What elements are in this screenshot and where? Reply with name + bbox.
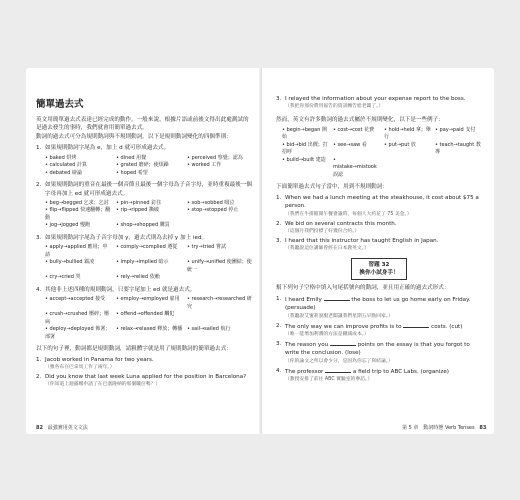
example-verb: • bully→bullied 霸凌 xyxy=(45,259,95,266)
example-verb: • sail→sailed 航行 xyxy=(187,326,231,333)
example-number: 1. xyxy=(36,356,42,363)
quiz-number: 3. xyxy=(276,340,282,347)
irregular-verb: • cost→cost 花費 xyxy=(333,126,375,133)
example-text: I relayed the information about your expense report to the boss. xyxy=(285,96,466,102)
quiz-translation: （我聽說艾蜜莉說服老闆讓我們星期五早點回家。） xyxy=(285,313,393,319)
example-verb xyxy=(187,311,254,326)
right-footer-chapter: 第 5 章 動詞時態 Verb Tenses xyxy=(402,425,475,431)
example-sentence xyxy=(276,220,482,235)
example-verb: • calculated 計算 xyxy=(45,162,87,169)
left-page-content xyxy=(36,99,254,388)
rule-examples xyxy=(45,200,254,230)
example-verb: • rely→relied 依賴 xyxy=(116,274,160,281)
answer-blank[interactable] xyxy=(403,322,429,328)
example-verb: • sob→sobbed 啜泣 xyxy=(187,199,235,206)
example-text: I heard that this instructor has taught English in Japan. xyxy=(285,237,439,244)
example-number: 2. xyxy=(276,220,282,227)
example-verb: • debated 辯論 xyxy=(45,169,82,176)
example-number: 3. xyxy=(276,237,282,244)
irregular-verb: • begin→began 開始 xyxy=(282,126,327,141)
quiz-text-after: a field trip to ABC Labs. (organize) xyxy=(352,368,449,375)
rule-1 xyxy=(36,144,254,177)
example-sentence xyxy=(276,95,482,110)
right-page-number: 83 xyxy=(479,425,487,431)
example-verb: • relax→relaxed 釋放；轉播 xyxy=(116,326,183,333)
quiz-question xyxy=(276,295,482,320)
example-text: Did you know that last week Luna applied for the position in Barcelona? xyxy=(45,374,247,381)
example-verb: • pin→pinned 釘住 xyxy=(116,199,162,206)
irregular-verb: • pay→paid 支付 xyxy=(435,126,476,133)
quiz-intro: 幫下列句子空格中填入句尾括號內的動詞，並且用正確的過去式形式： xyxy=(276,285,450,292)
quiz-header-box xyxy=(351,258,407,280)
right-footer xyxy=(402,424,486,431)
example-verb xyxy=(187,222,254,230)
example-verb: • deploy→deployed 佈署；部署 xyxy=(45,326,111,340)
example-verb: • cry→cried 哭 xyxy=(45,274,81,281)
left-footer xyxy=(36,424,88,431)
example-verb: • try→tried 嘗試 xyxy=(187,244,226,251)
example-number: 1. xyxy=(276,194,282,201)
quiz-text-after: costs. (cut) xyxy=(431,323,463,330)
quiz-text-before: I heard Emily xyxy=(285,296,322,303)
quiz-number: 2. xyxy=(276,322,282,329)
intro-paragraph-1: 英文用簡單過去式表達已經完成的動作。一般來說，根據片語或前後文得出此處測試的是過去發生的事時，我們就會用簡單過去式。 xyxy=(36,117,249,132)
example-text: We bid on several contracts this month. xyxy=(285,220,397,227)
example-sentence xyxy=(36,373,254,388)
example-verb: • flip→flipped 快速翻轉；翻動 xyxy=(45,207,111,221)
example-verb: • worked 工作 xyxy=(187,162,222,169)
quiz-subtitle: 換你小試身手！ xyxy=(359,270,399,277)
rule-text: 如果規則動詞的重音在最後一個音節且最後一個字母為子音字母，並時重複最後一個字母再加上 ed 就可形成過去式。 xyxy=(45,182,252,197)
irregular-verb: • bid→bid 出價；打招呼 xyxy=(282,141,328,156)
right-page xyxy=(262,68,494,434)
example-verb: • apply→applied 應用；申請 xyxy=(45,244,108,258)
example-verb: • dined 用餐 xyxy=(116,154,147,161)
example-verb: • rip→ripped 撕破 xyxy=(116,207,159,214)
example-verb: • employ→employed 雇用 xyxy=(116,296,180,303)
example-text: When we had a lunch meeting at the steakhouse, it cost about $75 a person. xyxy=(285,194,479,210)
example-verb: • accept→accepted 接受 xyxy=(45,296,106,303)
answer-blank[interactable] xyxy=(324,295,350,301)
rule-number: 3. xyxy=(36,234,42,241)
rule-2 xyxy=(36,181,254,230)
irregular-verb: • mistake→mistook 誤認 xyxy=(333,156,377,178)
irregular-verb: • hold→held 拿；舉行 xyxy=(384,126,431,141)
example-verb: • grated 磨碎；使煩躁 xyxy=(116,162,169,169)
example-sentence xyxy=(276,237,482,252)
rule-text: 其他非上述四種的規則動詞，只要字尾加上 ed 就是過去式。 xyxy=(45,286,196,293)
quiz-text-before: The only way we can improve profits is to xyxy=(285,323,402,330)
quiz-text-after: the boss to let us go home early on Friday. (persuade) xyxy=(285,296,471,312)
example-verb: • perceived 察覺；認為 xyxy=(187,154,243,161)
example-translation: （你知道上週露娜申請了在巴塞隆納的那個職位嗎？） xyxy=(45,382,161,388)
rule-4 xyxy=(36,286,254,341)
example-verb: • shop→shopped 購買 xyxy=(116,222,170,229)
example-translation: （我聽說這位講師曾經在日本教英文。） xyxy=(285,246,369,252)
example-verb xyxy=(187,170,254,178)
example-verb: • crush→crushed 壓碎；壓扁 xyxy=(45,311,110,325)
irregular-verb: • teach→taught 教導 xyxy=(435,141,481,156)
quiz-question xyxy=(276,322,482,338)
rule-number: 2. xyxy=(36,182,42,189)
intro-paragraph-2: 動詞的過去式可分為規則動詞與不規則動詞。以下是規則動詞變化的四個準則： xyxy=(36,133,232,140)
irregular-intro: 然而，英文有許多動詞的過去式屬於不規則變化，以下是一些例子： xyxy=(276,117,444,124)
irregular-verb xyxy=(435,157,482,180)
quiz-number: 1. xyxy=(276,295,282,302)
rule-number: 4. xyxy=(36,286,42,293)
example-verb: • imply→implied 暗示 xyxy=(116,259,169,266)
quiz-title: 習題 32 xyxy=(368,262,390,269)
irregular-verb: • see→saw 看 xyxy=(333,141,367,148)
irregular-verb xyxy=(384,157,431,180)
example-translation: （這個月我們投標了好幾份合約。） xyxy=(285,228,360,234)
example-text: Jacob worked in Panama for two years. xyxy=(45,356,154,363)
quiz-number: 4. xyxy=(276,367,282,374)
example-verb: • comply→complied 遵從 xyxy=(116,244,178,251)
quiz-question xyxy=(276,367,482,383)
quiz-translation: （教授安排了前往 ABC 實驗室的參訪。） xyxy=(285,377,373,383)
rule-text: 如果規則動詞字尾為 e，加上 d 就可形成過去式。 xyxy=(45,145,170,152)
example-verb: • unify→unified 使團結；使統一 xyxy=(187,259,252,273)
example-translation: （我們在牛排館開午餐會議時，每個人大約花了 75 美金。） xyxy=(285,211,412,217)
section-title: 簡單過去式 xyxy=(36,99,84,110)
rule-number: 1. xyxy=(36,145,42,152)
example-verb: • offend→offended 觸犯 xyxy=(116,311,175,318)
left-footer-title: 最強實用英文文法 xyxy=(47,425,88,431)
example-verb: • stop→stopped 停止 xyxy=(187,207,239,214)
example-verb: • research→researched 研究 xyxy=(187,296,252,310)
quiz-translation: （你的論文之所以會少分，是因為你忘了寫結論。） xyxy=(285,358,393,364)
example-translation: （雅各布在巴拿馬工作了兩年。） xyxy=(45,365,115,371)
quiz-text-before: The reason you xyxy=(285,341,329,348)
rule-examples xyxy=(45,296,254,341)
example-sentence xyxy=(36,356,254,371)
quiz-translation: （唯一能增加利潤的方法是刪減成本。） xyxy=(285,331,369,337)
rule-examples xyxy=(45,155,254,178)
example-sentence xyxy=(276,194,482,218)
quiz-text-before: The professor xyxy=(285,368,324,375)
example-verb: • baked 烘烤 xyxy=(45,154,77,161)
answer-blank[interactable] xyxy=(330,340,356,346)
example-verb: • hoped 希望 xyxy=(116,169,148,176)
left-page xyxy=(26,68,262,434)
rule-3 xyxy=(36,234,254,282)
irregular-verb-list xyxy=(282,127,482,180)
example-translation: （我把你那份費用報告的資訊轉告給老闆了。） xyxy=(285,104,384,110)
irregular-verb: • put→put 放 xyxy=(384,141,416,148)
irregular-intro-2: 下面簡單過去式句子當中，用到不規則動詞： xyxy=(276,184,388,191)
answer-blank[interactable] xyxy=(325,367,351,373)
quiz-text-after: points on the essay is that you forgot to write the conclusion. (lose) xyxy=(285,341,470,357)
irregular-verb: • build→built 建造 xyxy=(282,156,326,163)
right-page-content xyxy=(276,95,482,383)
quiz-question xyxy=(276,340,482,365)
example-verb: • beg→begged 乞求；乞討 xyxy=(45,199,109,206)
example-verb xyxy=(187,274,254,282)
example-intro: 以下的句子裡，動詞都是規則動詞，請粗體字就是用了規則動詞的簡單過去式： xyxy=(36,346,232,353)
example-verb: • jog→jogged 慢跑 xyxy=(45,222,90,229)
left-page-number: 82 xyxy=(36,425,43,431)
rule-text: 如果規則動詞字尾為子音字母加 y，過去式則為去掉 y 加上 ied。 xyxy=(45,234,208,241)
example-number: 3. xyxy=(276,96,282,102)
rule-examples xyxy=(45,244,254,282)
example-number: 2. xyxy=(36,374,42,381)
